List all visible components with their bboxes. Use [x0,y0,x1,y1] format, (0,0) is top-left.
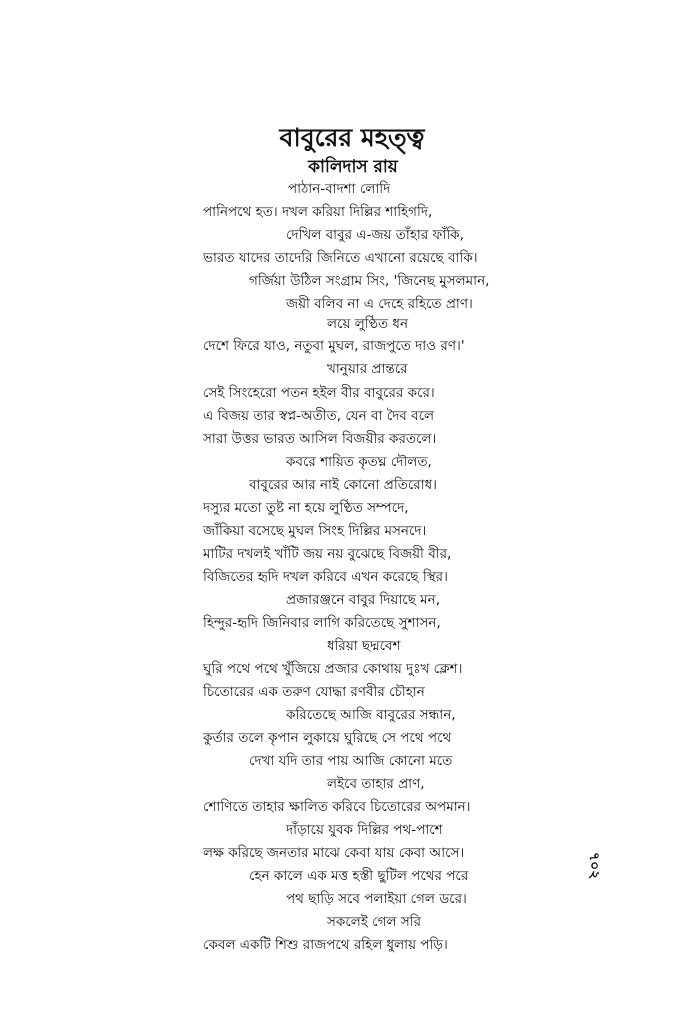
page-number: ৭০২ [586,852,602,880]
poem-line: চিতোরের এক তরুণ যোদ্ধা রণবীর চৌহান [203,684,425,700]
poem-line: সারা উত্তর ভারত আসিল বিজয়ীর করতলে। [203,431,437,447]
poem-line: কবরে শায়িত কৃতঘ্ন দৌলত, [286,454,432,470]
poem-line: দাঁড়ায়ে যুবক দিল্লির পথ-পাশে [286,822,443,838]
poem-line: জাঁকিয়া বসেছে মুঘল সিংহ দিল্লির মসনদে। [203,523,427,539]
poem-line: মাটির দখলই খাঁটি জয় নয় বুঝেছে বিজয়ী বীর, [203,546,452,562]
poem-line: সেই সিংহেরো পতন হইল বীর বাবুরের করে। [203,385,435,401]
poem-line: দেখা যদি তার পায় আজি কোনো মতে [249,753,453,769]
poem-line: ঘুরি পথে পথে খুঁজিয়ে প্রজার কোথায় দুঃখ ক্লেশ। [203,661,463,677]
poem-line: বাবুরের আর নাই কোনো প্রতিরোধ। [249,477,438,493]
poem-line: গর্জিয়া উঠিল সংগ্রাম সিং, 'জিনেছ মুসলমান, [249,273,490,289]
poem-line: কুর্তার তলে কৃপান লুকায়ে ঘুরিছে সে পথে পথে [203,730,452,746]
poem-line: প্রজারঞ্জনে বাবুর দিয়াছে মন, [286,592,441,608]
poem-line: সকলেই গেল সরি [327,914,422,930]
poem-line: দস্যুর মতো তুষ্ট না হয়ে লুণ্ঠিত সম্পদে, [203,500,409,516]
poem-title: বাবুরের মহত্ত্ব [279,123,425,152]
poem-line: কেবল একটি শিশু রাজপথে রহিল ধুলায় পড়ি। [203,937,448,953]
poem-line: করিতেছে আজি বাবুরের সন্ধান, [286,707,456,723]
poem-line: পাঠান-বাদশা লোদি [288,181,391,197]
poem-line: হেন কালে এক মত্ত হস্তী ছুটিল পথের পরে [249,868,469,884]
poem-line: জয়ী বলিব না এ দেহে রহিতে প্রাণ। [286,296,473,312]
poem-line: দেখিল বাবুর এ-জয় তাঁহার ফাঁকি, [286,227,464,243]
poem-line: লইবে তাহার প্রাণ, [327,776,425,792]
poem-line: শোণিতে তাহার ক্ষালিত করিবে চিতোরের অপমান। [203,799,471,815]
poem-line: লক্ষ করিছে জনতার মাঝে কেবা যায় কেবা আসে। [203,845,465,861]
poem-line: ধরিয়া ছদ্মবেশ [327,638,401,654]
poem-line: হিন্দুর-হৃদি জিনিবার লাগি করিতেছে সুশাসন, [203,615,441,631]
poem-line: এ বিজয় তার স্বপ্ন-অতীত, যেন বা দৈব বলে [203,408,435,424]
poem-line: পানিপথে হত। দখল করিয়া দিল্লির শাহিগদি, [203,204,433,220]
poem-line: বিজিতের হৃদি দখল করিবে এখন করেছে স্থির। [203,569,448,585]
poem-line: লয়ে লুণ্ঠিত ধন [327,316,409,332]
poem-line: পথ ছাড়ি সবে পলাইয়া গেল ডরে। [286,891,467,907]
poem-line: খানুয়ার প্রান্তরে [327,361,408,377]
poem-line: ভারত যাদের তাদেরি জিনিতে এখানো রয়েছে বাকি। [203,250,478,266]
poem-author: কালিদাস রায় [308,157,398,177]
poem-line: দেশে ফিরে যাও, নতুবা মুঘল, রাজপুতে দাও রণ।' [203,338,465,354]
